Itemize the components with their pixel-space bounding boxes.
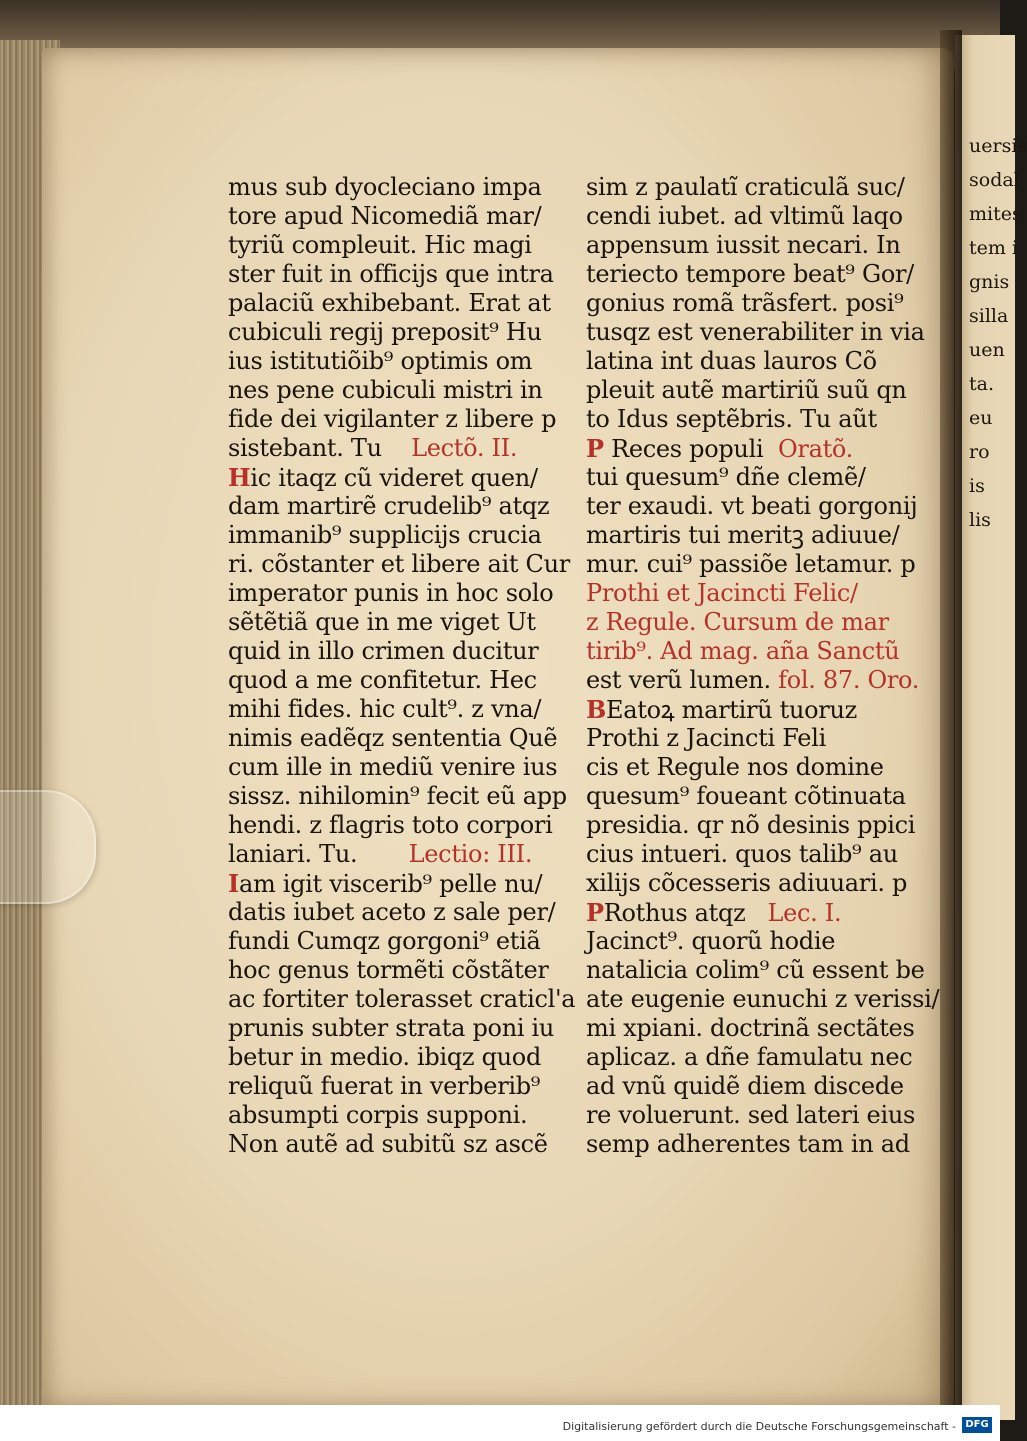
text-line: betur in medio. ibiqz quod bbox=[228, 1043, 542, 1071]
text-segment: Rothus atqz bbox=[603, 899, 746, 927]
text-line: tore apud Nicomediã mar/ bbox=[228, 202, 542, 230]
folio-reference: fol. 87. Oro. bbox=[778, 666, 920, 694]
text-line: mi xpiani. doctrinã sectãtes bbox=[586, 1014, 915, 1042]
text-line: imperator punis in hoc solo bbox=[228, 579, 554, 607]
text-segment: est verũ lumen. bbox=[586, 666, 771, 694]
text-line: appensum iussit necari. In bbox=[586, 231, 901, 259]
facing-text: silla bbox=[969, 305, 1009, 327]
text-line: tyriũ compleuit. Hic magi bbox=[228, 231, 532, 259]
initial-letter: P bbox=[586, 434, 604, 463]
text-line: immanib⁹ supplicijs crucia bbox=[228, 521, 542, 549]
facing-text: ro bbox=[969, 441, 990, 463]
text-line: hoc genus tormẽti cõstãter bbox=[228, 956, 549, 984]
text-line: cubiculi regij preposit⁹ Hu bbox=[228, 318, 542, 346]
text-segment: laniari. Tu. bbox=[228, 840, 358, 868]
text-line bbox=[586, 434, 916, 463]
text-line: ri. cõstanter et libere ait Cur bbox=[228, 550, 570, 578]
text-line bbox=[586, 666, 920, 695]
text-line: pleuit autẽ martiriũ suũ qn bbox=[586, 376, 907, 404]
text-line: tui quesum⁹ dñe clemẽ/ bbox=[586, 463, 866, 491]
text-line: cum ille in mediũ venire ius bbox=[228, 753, 558, 781]
text-line bbox=[586, 695, 916, 724]
text-segment: Eatoꝝ martirũ tuoruz bbox=[606, 696, 857, 724]
text-line: gonius romã trãsfert. posi⁹ bbox=[586, 289, 904, 317]
lectio-rubric: Lectio: III. bbox=[408, 840, 533, 868]
text-line: latina int duas lauros Cõ bbox=[586, 347, 877, 375]
text-line: mihi fides. hic cult⁹. z vna/ bbox=[228, 695, 542, 723]
text-line bbox=[228, 840, 568, 869]
initial-letter: I bbox=[228, 869, 239, 898]
text-line: nimis eadẽqz sententia Quẽ bbox=[228, 724, 558, 752]
text-line: ad vnũ quidẽ diem discede bbox=[586, 1072, 904, 1100]
text-line: Non autẽ ad subitũ sz ascẽ bbox=[228, 1130, 548, 1158]
text-line: quesum⁹ foueant cõtinuata bbox=[586, 782, 906, 810]
text-line: aplicaz. a dñe famulatu nec bbox=[586, 1043, 913, 1071]
text-line: datis iubet aceto z sale per/ bbox=[228, 898, 556, 926]
right-text-column bbox=[586, 173, 940, 1159]
facing-text: is bbox=[969, 475, 985, 497]
dfg-logo: DFG bbox=[962, 1417, 992, 1433]
text-line: tusqz est venerabiliter in via bbox=[586, 318, 925, 346]
text-line: sissz. nihilomin⁹ fecit eũ app bbox=[228, 782, 567, 810]
text-line: presidia. qr nõ desinis ppici bbox=[586, 811, 916, 839]
text-line: nes pene cubiculi mistri in bbox=[228, 376, 543, 404]
text-line bbox=[586, 898, 916, 927]
facing-text: gnis bbox=[969, 271, 1010, 293]
initial-letter: B bbox=[586, 695, 606, 724]
text-line: absumpti corpis supponi. bbox=[228, 1101, 528, 1129]
text-line: sẽtẽtiã que in me viget Ut bbox=[228, 608, 536, 636]
initial-letter: H bbox=[228, 463, 251, 492]
text-line: martiris tui meritꝫ adiuue/ bbox=[586, 521, 900, 549]
lectio-rubric: Lec. I. bbox=[767, 899, 842, 927]
text-line: palaciũ exhibebant. Erat at bbox=[228, 289, 551, 317]
text-line: Prothi z Jacincti Feli bbox=[586, 724, 826, 752]
text-segment: sistebant. Tu bbox=[228, 434, 382, 462]
facing-page-edge bbox=[955, 35, 1027, 1420]
text-line: cius intueri. quos talib⁹ au bbox=[586, 840, 898, 868]
text-line: quod a me confitetur. Hec bbox=[228, 666, 537, 694]
text-line: hendi. z flagris toto corpori bbox=[228, 811, 553, 839]
text-segment: am igit viscerib⁹ pelle nu/ bbox=[238, 870, 543, 898]
left-text-column bbox=[228, 173, 576, 1159]
facing-text: uersis bbox=[969, 135, 1027, 157]
text-line: fundi Cumqz gorgoni⁹ etiã bbox=[228, 927, 541, 955]
text-line: quid in illo crimen ducitur bbox=[228, 637, 539, 665]
lectio-rubric: Lectõ. II. bbox=[411, 434, 518, 462]
text-line: fide dei vigilanter z libere p bbox=[228, 405, 557, 433]
text-line: to Idus septẽbris. Tu aũt bbox=[586, 405, 877, 433]
text-line: ius istitutiõib⁹ optimis om bbox=[228, 347, 533, 375]
text-line: cis et Regule nos domine bbox=[586, 753, 884, 781]
rubric-line: z Regule. Cursum de mar bbox=[586, 608, 889, 636]
text-line bbox=[228, 434, 568, 463]
text-line: reliquũ fuerat in verberib⁹ bbox=[228, 1072, 541, 1100]
text-line: ster fuit in officijs que intra bbox=[228, 260, 554, 288]
facing-text: ta. bbox=[969, 373, 995, 395]
text-line: cendi iubet. ad vltimũ laqo bbox=[586, 202, 903, 230]
text-segment: Reces populi bbox=[611, 435, 764, 463]
gutter-shadow bbox=[940, 30, 962, 1420]
facing-text: eu bbox=[969, 407, 993, 429]
facing-text: mites bbox=[969, 203, 1022, 225]
funding-credit: Digitalisierung gefördert durch die Deutsche Forschungsgemeinschaft - bbox=[562, 1420, 956, 1433]
facing-text: sodal bbox=[969, 169, 1020, 191]
page-clip bbox=[0, 790, 96, 904]
text-line: teriecto tempore beat⁹ Gor/ bbox=[586, 260, 914, 288]
facing-text: lis bbox=[969, 509, 991, 531]
facing-text: tem i bbox=[969, 237, 1019, 259]
text-line: natalicia colim⁹ cũ essent be bbox=[586, 956, 925, 984]
initial-letter: P bbox=[586, 898, 604, 927]
text-line: prunis subter strata poni iu bbox=[228, 1014, 555, 1042]
rubric-line: tirib⁹. Ad mag. aña Sanctũ bbox=[586, 637, 900, 665]
rubric-line: Prothi et Jacincti Felic/ bbox=[586, 579, 858, 607]
facing-text: uen bbox=[969, 339, 1005, 361]
text-line bbox=[228, 463, 568, 492]
text-line bbox=[228, 869, 568, 898]
text-line: semp adherentes tam in ad bbox=[586, 1130, 910, 1158]
text-segment: ic itaqz cũ videret quen/ bbox=[250, 464, 538, 492]
text-line: Jacinct⁹. quorũ hodie bbox=[586, 927, 836, 955]
text-line: xilijs cõcesseris adiuuari. p bbox=[586, 869, 908, 897]
text-line: mus sub dyocleciano impa bbox=[228, 173, 542, 201]
text-line: dam martirẽ crudelib⁹ atqz bbox=[228, 492, 550, 520]
text-line: re voluerunt. sed lateri eius bbox=[586, 1101, 916, 1129]
text-line: mur. cui⁹ passiõe letamur. p bbox=[586, 550, 916, 578]
text-line: ate eugenie eunuchi z verissi/ bbox=[586, 985, 940, 1013]
oratio-rubric: Oratõ. bbox=[778, 435, 853, 463]
text-line: ter exaudi. vt beati gorgonij bbox=[586, 492, 918, 520]
text-line: sim z paulatĩ craticulã suc/ bbox=[586, 173, 905, 201]
text-line: ac fortiter tolerasset craticl'a bbox=[228, 985, 576, 1013]
